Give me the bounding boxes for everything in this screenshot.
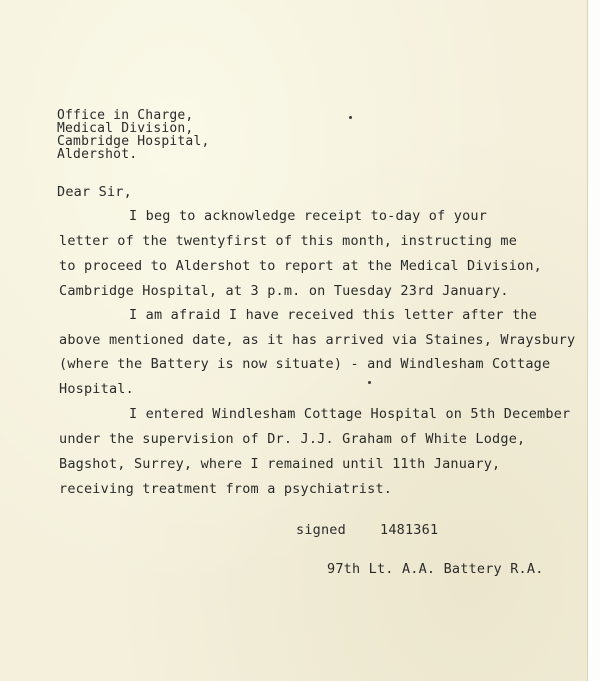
scan-margin: [588, 0, 600, 681]
paragraph2-line3: (where the Battery is now situate) - and Windlesham Cottage: [59, 356, 551, 372]
salutation: Dear Sir,: [57, 184, 132, 200]
paragraph2-line1: I am afraid I have received this letter after the: [129, 307, 538, 323]
paragraph3-line1: I entered Windlesham Cottage Hospital on 5th December: [129, 406, 571, 422]
paragraph3-line4: receiving treatment from a psychiatrist.: [59, 481, 393, 497]
paragraph2-line2: above mentioned date, as it has arrived via Staines, Wraysbury: [59, 332, 576, 348]
paragraph1-line1: I beg to acknowledge receipt to-day of your: [129, 208, 488, 224]
paragraph1-line2: letter of the twentyfirst of this month, instructing me: [59, 233, 518, 249]
ink-speck: [349, 116, 352, 119]
paragraph3-line2: under the supervision of Dr. J.J. Graham of White Lodge,: [59, 431, 526, 447]
service-number: 1481361: [380, 522, 439, 538]
unit-name: 97th Lt. A.A. Battery R.A.: [327, 561, 544, 577]
paragraph3-line3: Bagshot, Surrey, where I remained until 11th January,: [59, 456, 501, 472]
ink-speck: [368, 381, 371, 384]
signed-label: signed: [296, 522, 346, 538]
paragraph2-line4: Hospital.: [59, 381, 134, 397]
address-line-hospital: Cambridge Hospital,: [57, 134, 210, 149]
address-line-town: Aldershot.: [57, 147, 138, 162]
address-line-division: Medical Division,: [57, 121, 194, 136]
paragraph1-line3: to proceed to Aldershot to report at the Medical Division,: [59, 258, 543, 274]
paragraph1-line4: Cambridge Hospital, at 3 p.m. on Tuesday 23rd January.: [59, 283, 509, 299]
address-line-office: Office in Charge,: [57, 108, 194, 123]
